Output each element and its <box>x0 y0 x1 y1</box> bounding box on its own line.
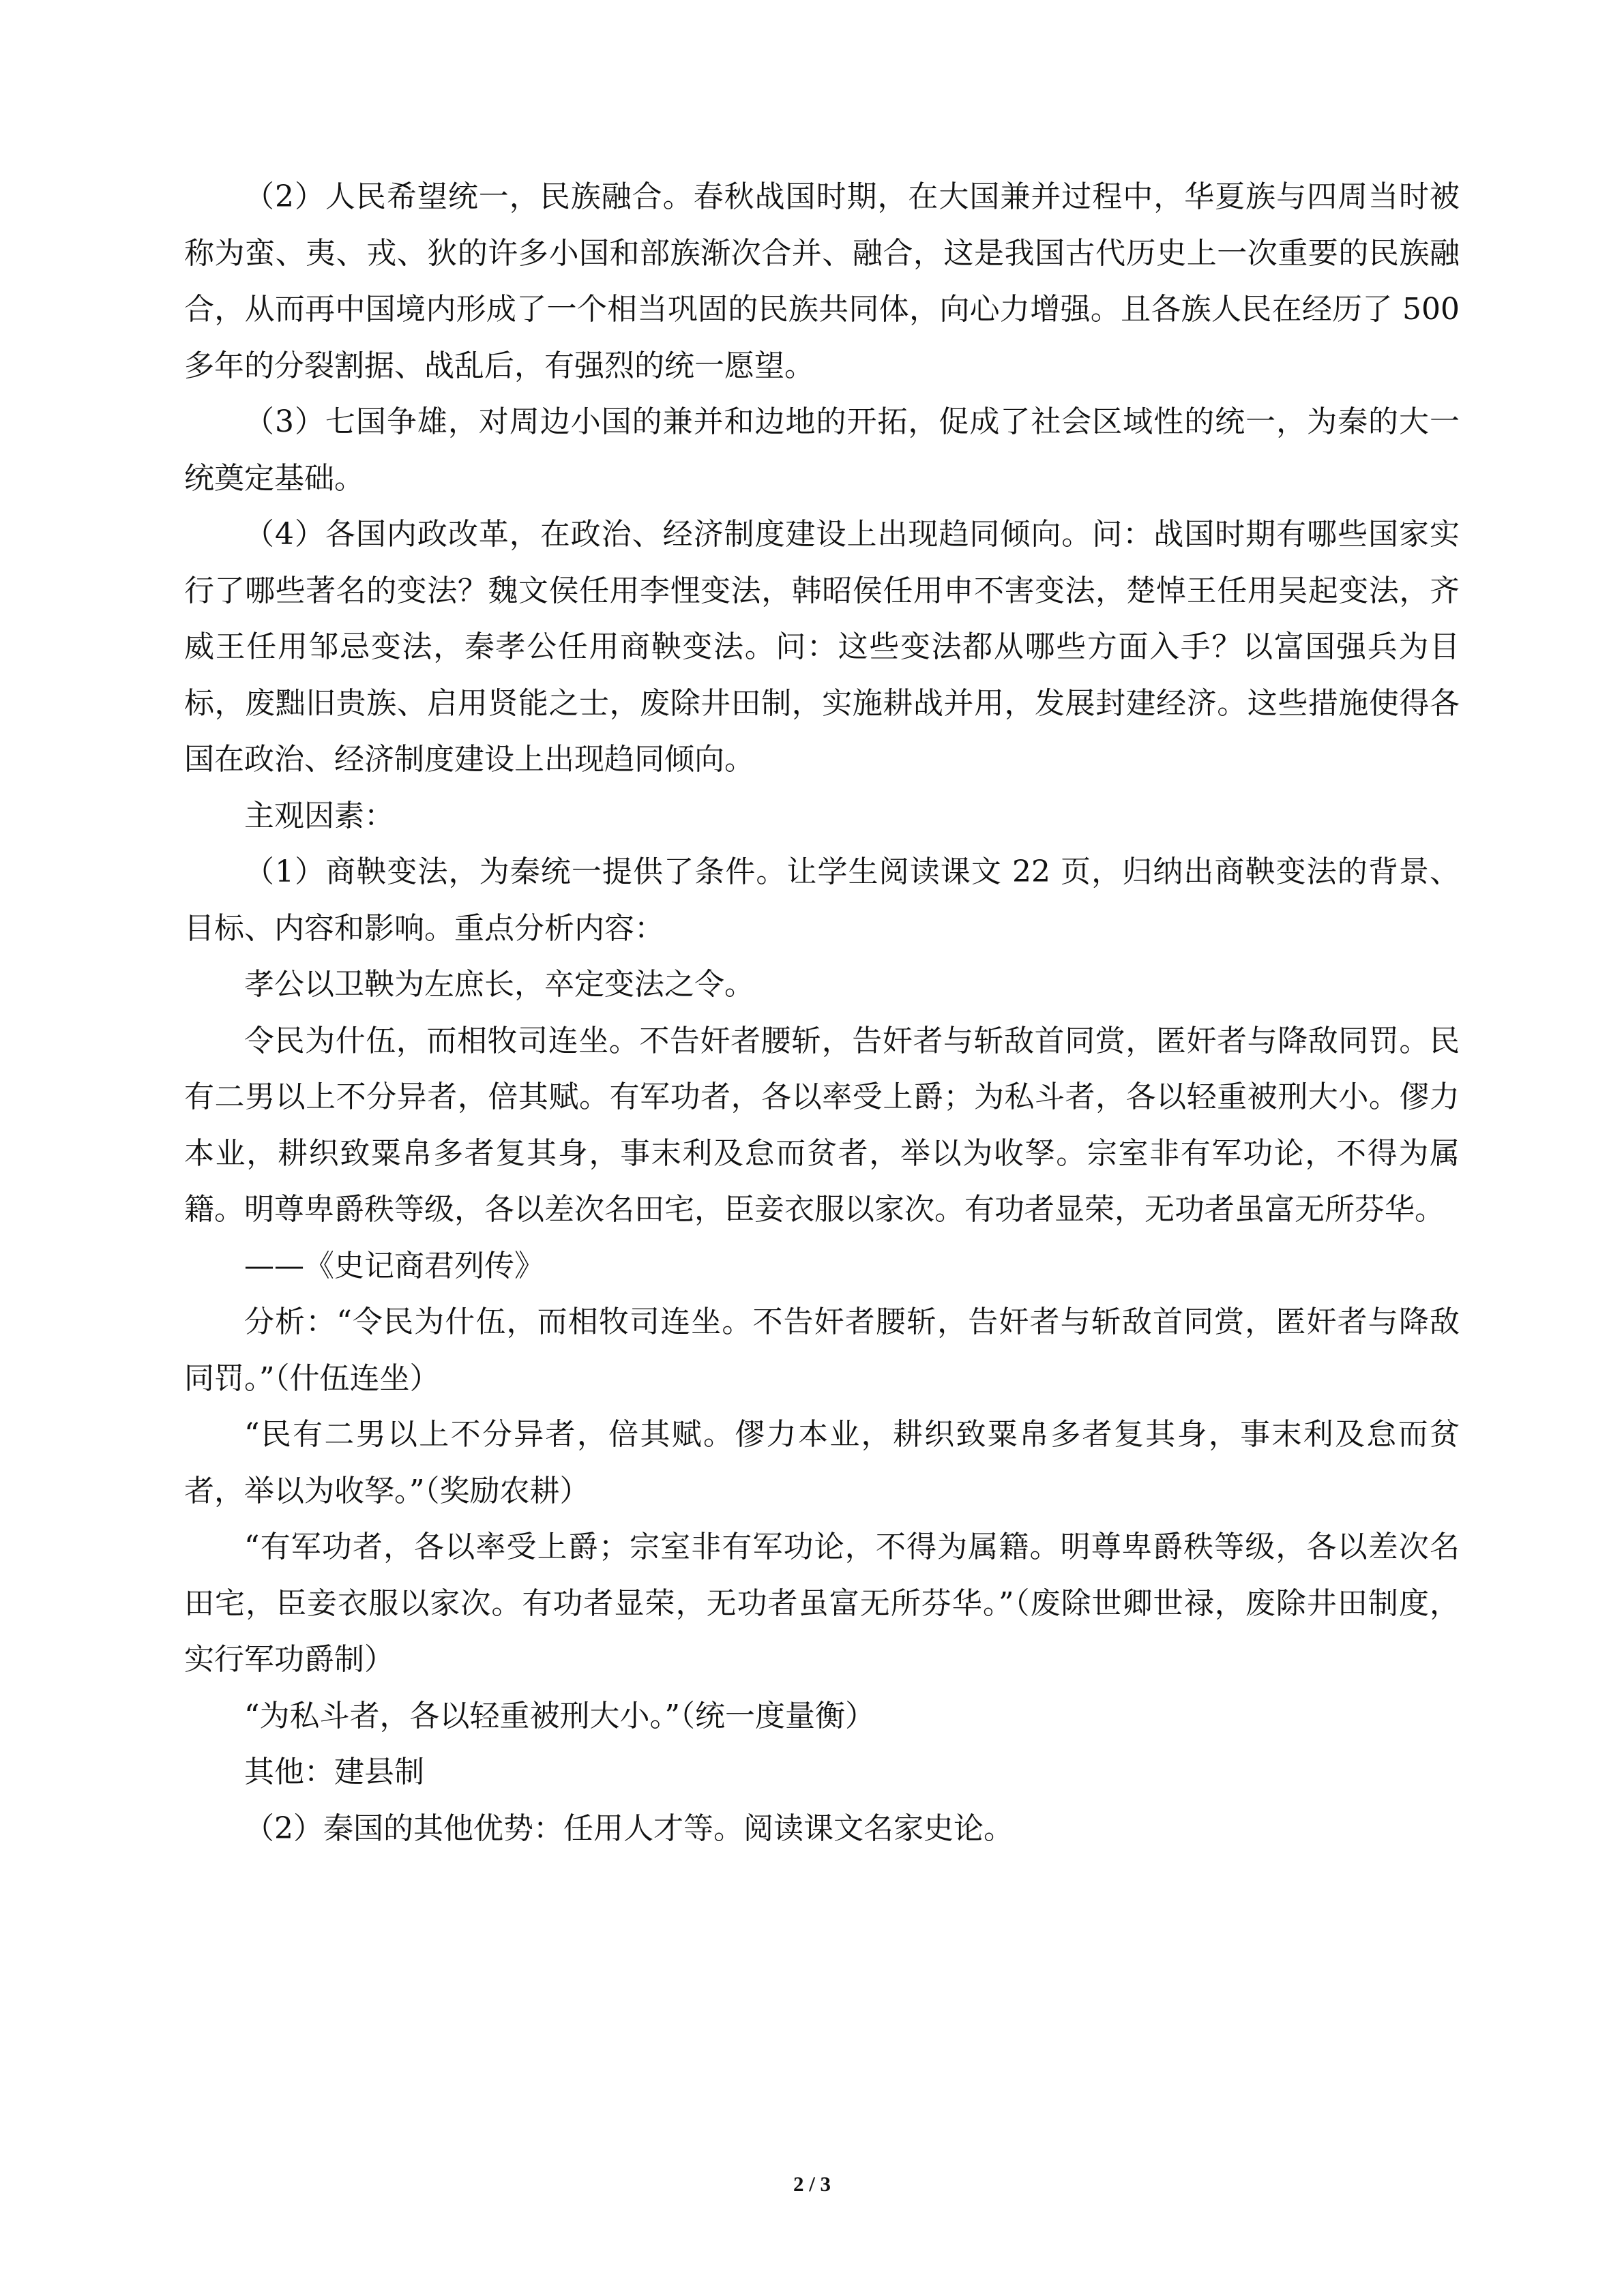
paragraph-quote-body: 令民为什伍，而相牧司连坐。不告奸者腰斩，告奸者与斩敌首同赏，匿奸者与降敌同罚。民有二男以上不分异者，倍其赋。有军功者，各以率受上爵；为私斗者，各以轻重被刑大小。僇力本业，耕织致粟帛多者复其身，事末利及怠而贫者，举以为收孥。宗室非有军功论，不得为属籍。明尊卑爵秩等级，各以差次名田宅，臣妾衣服以家次。有功者显荣，无功者虽富无所芬华。 <box>184 1023 1460 1227</box>
paragraph-analysis-agriculture: “民有二男以上不分异者，倍其赋。僇力本业，耕织致粟帛多者复其身，事末利及怠而贫者，举以为收孥。”（奖励农耕） <box>184 1417 1460 1508</box>
paragraph-analysis-military-merit: “有军功者，各以率受上爵；宗室非有军功论，不得为属籍。明尊卑爵秩等级，各以差次名田宅，臣妾衣服以家次。有功者显荣，无功者虽富无所芬华。”（废除世卿世禄，废除井田制度，实行军功爵制） <box>184 1530 1460 1677</box>
paragraph-qin-advantages: （2）秦国的其他优势：任用人才等。阅读课文名家史论。 <box>244 1810 1014 1846</box>
paragraph-analysis-shiwu: 分析：“令民为什伍，而相牧司连坐。不告奸者腰斩，告奸者与斩敌首同赏，匿奸者与降敌同罚。”（什伍连坐） <box>184 1304 1460 1396</box>
paragraph-quote-source: ——《史记商君列传》 <box>244 1248 544 1283</box>
paragraph-seven-states: （3）七国争雄，对周边小国的兼并和边地的开拓，促成了社会区域性的统一，为秦的大一统奠定基础。 <box>184 404 1460 496</box>
page-number: 2 / 3 <box>793 2172 831 2196</box>
paragraph-quote-intro: 孝公以卫鞅为左庶长，卒定变法之令。 <box>244 967 754 1002</box>
paragraph-other-county-system: 其他：建县制 <box>244 1755 424 1789</box>
paragraph-reforms: （4）各国内政改革，在政治、经济制度建设上出现趋同倾向。问：战国时期有哪些国家实行了哪些著名的变法？魏文侯任用李悝变法，韩昭侯任用申不害变法，楚悼王任用吴起变法，齐威王任用邹忌变法，秦孝公任用商鞅变法。问：这些变法都从哪些方面入手？以富国强兵为目标，废黜旧贵族、启用贤能之士，废除井田制，实施耕战并用，发展封建经济。这些措施使得各国在政治、经济制度建设上出现趋同倾向。 <box>184 517 1460 777</box>
document-body <box>184 169 1460 1857</box>
paragraph-subjective-factors-heading: 主观因素： <box>244 798 394 833</box>
paragraph-analysis-private-fights: “为私斗者，各以轻重被刑大小。”（统一度量衡） <box>244 1698 875 1733</box>
paragraph-people-unification: （2）人民希望统一，民族融合。春秋战国时期，在大国兼并过程中，华夏族与四周当时被称为蛮、夷、戎、狄的许多小国和部族渐次合并、融合，这是我国古代历史上一次重要的民族融合，从而再中国境内形成了一个相当巩固的民族共同体，向心力增强。且各族人民在经历了 500 多年的分裂割据、战乱后，有强烈的统一愿望。 <box>184 179 1460 383</box>
paragraph-shang-yang-reform: （1）商鞅变法，为秦统一提供了条件。让学生阅读课文 22 页，归纳出商鞅变法的背景、目标、内容和影响。重点分析内容： <box>184 854 1460 946</box>
